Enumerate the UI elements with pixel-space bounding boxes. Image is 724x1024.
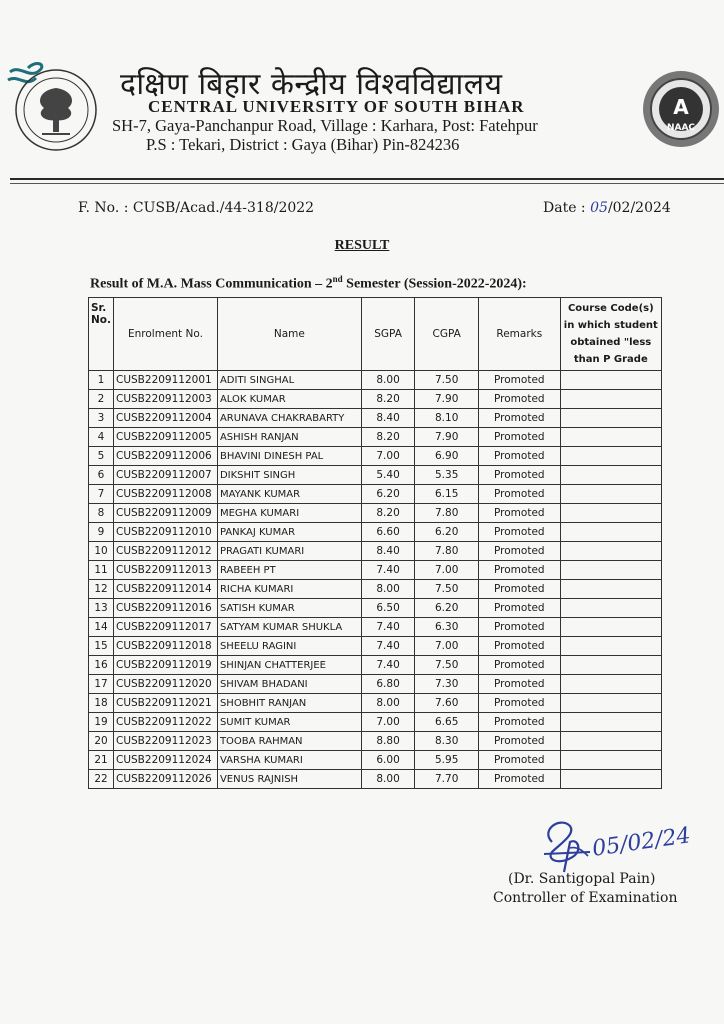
cell-sr-no: 2 — [89, 390, 114, 409]
cell-course-codes — [560, 561, 661, 580]
cell-sr-no: 7 — [89, 485, 114, 504]
cell-sgpa: 8.20 — [361, 428, 415, 447]
header-divider-thick — [10, 178, 724, 180]
cell-sgpa: 6.20 — [361, 485, 415, 504]
date-day-handwritten: 05 — [590, 200, 608, 216]
cell-sr-no: 18 — [89, 694, 114, 713]
cell-name: VENUS RAJNISH — [217, 770, 361, 789]
cell-enrolment: CUSB2209112021 — [114, 694, 218, 713]
cell-cgpa: 6.30 — [415, 618, 479, 637]
cell-sr-no: 14 — [89, 618, 114, 637]
cell-name: PANKAJ KUMAR — [217, 523, 361, 542]
cell-enrolment: CUSB2209112010 — [114, 523, 218, 542]
cell-cgpa: 6.15 — [415, 485, 479, 504]
cell-enrolment: CUSB2209112017 — [114, 618, 218, 637]
result-heading: RESULT — [334, 238, 390, 253]
cell-enrolment: CUSB2209112013 — [114, 561, 218, 580]
cell-name: RICHA KUMARI — [217, 580, 361, 599]
cell-name: MEGHA KUMARI — [217, 504, 361, 523]
cell-course-codes — [560, 770, 661, 789]
table-row — [89, 656, 662, 675]
results-table — [88, 297, 662, 789]
cell-course-codes — [560, 675, 661, 694]
table-row — [89, 523, 662, 542]
cell-course-codes — [560, 523, 661, 542]
table-row — [89, 618, 662, 637]
table-row — [89, 599, 662, 618]
cell-enrolment: CUSB2209112022 — [114, 713, 218, 732]
date-label: Date : — [543, 200, 586, 216]
cell-sgpa: 8.00 — [361, 580, 415, 599]
cell-sr-no: 19 — [89, 713, 114, 732]
cell-enrolment: CUSB2209112007 — [114, 466, 218, 485]
cell-remarks: Promoted — [478, 504, 560, 523]
cell-enrolment: CUSB2209112003 — [114, 390, 218, 409]
cell-enrolment: CUSB2209112005 — [114, 428, 218, 447]
cell-sgpa: 7.40 — [361, 656, 415, 675]
cell-remarks: Promoted — [478, 371, 560, 390]
cell-sgpa: 6.60 — [361, 523, 415, 542]
table-row — [89, 504, 662, 523]
cell-sgpa: 7.00 — [361, 447, 415, 466]
cell-remarks: Promoted — [478, 409, 560, 428]
university-hindi-name: दक्षिण बिहार केन्द्रीय विश्वविद्यालय — [120, 67, 503, 102]
cell-remarks: Promoted — [478, 447, 560, 466]
cell-course-codes — [560, 466, 661, 485]
cell-sr-no: 17 — [89, 675, 114, 694]
table-row — [89, 409, 662, 428]
signature-handwritten-date: 05/02/24 — [590, 823, 693, 862]
cell-cgpa: 8.30 — [415, 732, 479, 751]
naac-label: NAAC — [666, 123, 696, 133]
cell-sgpa: 6.50 — [361, 599, 415, 618]
subtitle-text-end: Semester (Session-2022-2024): — [342, 276, 527, 292]
cell-sgpa: 7.40 — [361, 618, 415, 637]
cell-course-codes — [560, 732, 661, 751]
cell-cgpa: 6.20 — [415, 599, 479, 618]
cell-sgpa: 5.40 — [361, 466, 415, 485]
naac-a-grade-seal-icon — [640, 68, 722, 150]
cell-cgpa: 5.95 — [415, 751, 479, 770]
document-date — [543, 200, 671, 216]
cell-course-codes — [560, 751, 661, 770]
cell-cgpa: 7.00 — [415, 637, 479, 656]
table-row — [89, 713, 662, 732]
signatory-title: Controller of Examination — [493, 890, 678, 906]
cell-enrolment: CUSB2209112001 — [114, 371, 218, 390]
cell-name: ADITI SINGHAL — [217, 371, 361, 390]
cell-cgpa: 7.00 — [415, 561, 479, 580]
cell-sr-no: 5 — [89, 447, 114, 466]
cell-course-codes — [560, 409, 661, 428]
cell-course-codes — [560, 713, 661, 732]
cell-sgpa: 8.40 — [361, 409, 415, 428]
cell-remarks: Promoted — [478, 599, 560, 618]
cell-cgpa: 7.90 — [415, 390, 479, 409]
cell-remarks: Promoted — [478, 732, 560, 751]
cell-name: SHIVAM BHADANI — [217, 675, 361, 694]
cell-name: PRAGATI KUMARI — [217, 542, 361, 561]
header-sr-no: Sr. No. — [89, 298, 114, 371]
subtitle-superscript: nd — [332, 274, 343, 284]
cell-remarks: Promoted — [478, 542, 560, 561]
cell-sr-no: 20 — [89, 732, 114, 751]
cell-cgpa: 7.80 — [415, 542, 479, 561]
naac-grade-letter: A — [673, 95, 689, 119]
cell-cgpa: 7.50 — [415, 371, 479, 390]
cell-course-codes — [560, 390, 661, 409]
table-row — [89, 732, 662, 751]
cell-sgpa: 7.40 — [361, 637, 415, 656]
cell-remarks: Promoted — [478, 561, 560, 580]
header-enrolment: Enrolment No. — [114, 298, 218, 371]
university-english-name: CENTRAL UNIVERSITY OF SOUTH BIHAR — [148, 97, 525, 116]
header-remarks: Remarks — [478, 298, 560, 371]
cell-name: MAYANK KUMAR — [217, 485, 361, 504]
header-divider-thin — [10, 183, 724, 184]
cell-name: SHOBHIT RANJAN — [217, 694, 361, 713]
address-line-1: SH-7, Gaya-Panchanpur Road, Village : Karhara, Post: Fatehpur — [112, 116, 538, 135]
cell-name: SUMIT KUMAR — [217, 713, 361, 732]
cell-sr-no: 16 — [89, 656, 114, 675]
cell-sgpa: 8.00 — [361, 770, 415, 789]
cell-enrolment: CUSB2209112014 — [114, 580, 218, 599]
table-row — [89, 561, 662, 580]
cell-enrolment: CUSB2209112006 — [114, 447, 218, 466]
cell-course-codes — [560, 485, 661, 504]
cell-name: SHINJAN CHATTERJEE — [217, 656, 361, 675]
cell-sr-no: 3 — [89, 409, 114, 428]
signatory-name: (Dr. Santigopal Pain) — [508, 871, 656, 887]
address-line-2: P.S : Tekari, District : Gaya (Bihar) Pin-824236 — [146, 135, 460, 154]
cell-remarks: Promoted — [478, 390, 560, 409]
cell-enrolment: CUSB2209112009 — [114, 504, 218, 523]
cell-cgpa: 7.50 — [415, 580, 479, 599]
cell-cgpa: 7.70 — [415, 770, 479, 789]
header-sgpa: SGPA — [361, 298, 415, 371]
cell-cgpa: 7.50 — [415, 656, 479, 675]
cell-remarks: Promoted — [478, 770, 560, 789]
cell-cgpa: 7.30 — [415, 675, 479, 694]
cell-remarks: Promoted — [478, 428, 560, 447]
cell-cgpa: 7.90 — [415, 428, 479, 447]
table-row — [89, 770, 662, 789]
cell-sr-no: 8 — [89, 504, 114, 523]
cell-sr-no: 15 — [89, 637, 114, 656]
cell-sr-no: 11 — [89, 561, 114, 580]
cell-cgpa: 5.35 — [415, 466, 479, 485]
table-row — [89, 580, 662, 599]
cell-remarks: Promoted — [478, 580, 560, 599]
cell-name: TOOBA RAHMAN — [217, 732, 361, 751]
cell-cgpa: 6.90 — [415, 447, 479, 466]
cell-course-codes — [560, 656, 661, 675]
table-row — [89, 694, 662, 713]
table-row — [89, 428, 662, 447]
table-row — [89, 390, 662, 409]
cell-sr-no: 6 — [89, 466, 114, 485]
date-month-year: /02/2024 — [607, 200, 671, 216]
table-row — [89, 485, 662, 504]
cell-cgpa: 6.65 — [415, 713, 479, 732]
cell-cgpa: 8.10 — [415, 409, 479, 428]
cell-sgpa: 7.00 — [361, 713, 415, 732]
cell-remarks: Promoted — [478, 751, 560, 770]
cell-course-codes — [560, 504, 661, 523]
cell-sgpa: 8.20 — [361, 504, 415, 523]
table-row — [89, 751, 662, 770]
cell-cgpa: 7.80 — [415, 504, 479, 523]
cell-course-codes — [560, 542, 661, 561]
table-row — [89, 447, 662, 466]
cell-course-codes — [560, 447, 661, 466]
cell-name: ARUNAVA CHAKRABARTY — [217, 409, 361, 428]
cell-cgpa: 6.20 — [415, 523, 479, 542]
table-row — [89, 542, 662, 561]
file-number: F. No. : CUSB/Acad./44-318/2022 — [78, 200, 315, 216]
cell-name: ALOK KUMAR — [217, 390, 361, 409]
cell-course-codes — [560, 428, 661, 447]
cell-sr-no: 4 — [89, 428, 114, 447]
cell-enrolment: CUSB2209112016 — [114, 599, 218, 618]
cell-enrolment: CUSB2209112008 — [114, 485, 218, 504]
cell-remarks: Promoted — [478, 694, 560, 713]
cell-sr-no: 21 — [89, 751, 114, 770]
cell-sgpa: 6.00 — [361, 751, 415, 770]
cell-sgpa: 6.80 — [361, 675, 415, 694]
cell-cgpa: 7.60 — [415, 694, 479, 713]
cell-remarks: Promoted — [478, 656, 560, 675]
cell-name: SATYAM KUMAR SHUKLA — [217, 618, 361, 637]
cell-sgpa: 8.20 — [361, 390, 415, 409]
cell-enrolment: CUSB2209112012 — [114, 542, 218, 561]
table-header-row — [89, 298, 662, 371]
cell-remarks: Promoted — [478, 466, 560, 485]
cell-name: BHAVINI DINESH PAL — [217, 447, 361, 466]
cell-sr-no: 10 — [89, 542, 114, 561]
cell-sr-no: 22 — [89, 770, 114, 789]
table-row — [89, 466, 662, 485]
cell-sgpa: 8.80 — [361, 732, 415, 751]
cell-name: SHEELU RAGINI — [217, 637, 361, 656]
cell-course-codes — [560, 637, 661, 656]
cell-enrolment: CUSB2209112018 — [114, 637, 218, 656]
cell-name: VARSHA KUMARI — [217, 751, 361, 770]
cell-sgpa: 8.40 — [361, 542, 415, 561]
cell-enrolment: CUSB2209112024 — [114, 751, 218, 770]
header-cgpa: CGPA — [415, 298, 479, 371]
cell-name: RABEEH PT — [217, 561, 361, 580]
cell-enrolment: CUSB2209112019 — [114, 656, 218, 675]
cell-remarks: Promoted — [478, 675, 560, 694]
cell-enrolment: CUSB2209112020 — [114, 675, 218, 694]
cell-course-codes — [560, 599, 661, 618]
cell-sgpa: 8.00 — [361, 694, 415, 713]
cell-name: DIKSHIT SINGH — [217, 466, 361, 485]
table-row — [89, 675, 662, 694]
cell-name: ASHISH RANJAN — [217, 428, 361, 447]
cell-sgpa: 7.40 — [361, 561, 415, 580]
cell-remarks: Promoted — [478, 713, 560, 732]
cell-remarks: Promoted — [478, 523, 560, 542]
cell-remarks: Promoted — [478, 485, 560, 504]
result-subtitle — [90, 274, 527, 293]
cell-sr-no: 9 — [89, 523, 114, 542]
cell-course-codes — [560, 618, 661, 637]
cell-sgpa: 8.00 — [361, 371, 415, 390]
cell-name: SATISH KUMAR — [217, 599, 361, 618]
cell-enrolment: CUSB2209112026 — [114, 770, 218, 789]
cell-enrolment: CUSB2209112023 — [114, 732, 218, 751]
header-name: Name — [217, 298, 361, 371]
cell-course-codes — [560, 580, 661, 599]
cell-sr-no: 12 — [89, 580, 114, 599]
table-row — [89, 371, 662, 390]
header-course-codes: Course Code(s) in which student obtained "less than P Grade — [560, 298, 661, 371]
subtitle-text: Result of M.A. Mass Communication – 2 — [90, 276, 333, 292]
cell-remarks: Promoted — [478, 637, 560, 656]
cell-enrolment: CUSB2209112004 — [114, 409, 218, 428]
cell-remarks: Promoted — [478, 618, 560, 637]
cell-sr-no: 1 — [89, 371, 114, 390]
university-emblem-icon — [6, 58, 98, 154]
table-row — [89, 637, 662, 656]
cell-course-codes — [560, 371, 661, 390]
cell-course-codes — [560, 694, 661, 713]
cell-sr-no: 13 — [89, 599, 114, 618]
